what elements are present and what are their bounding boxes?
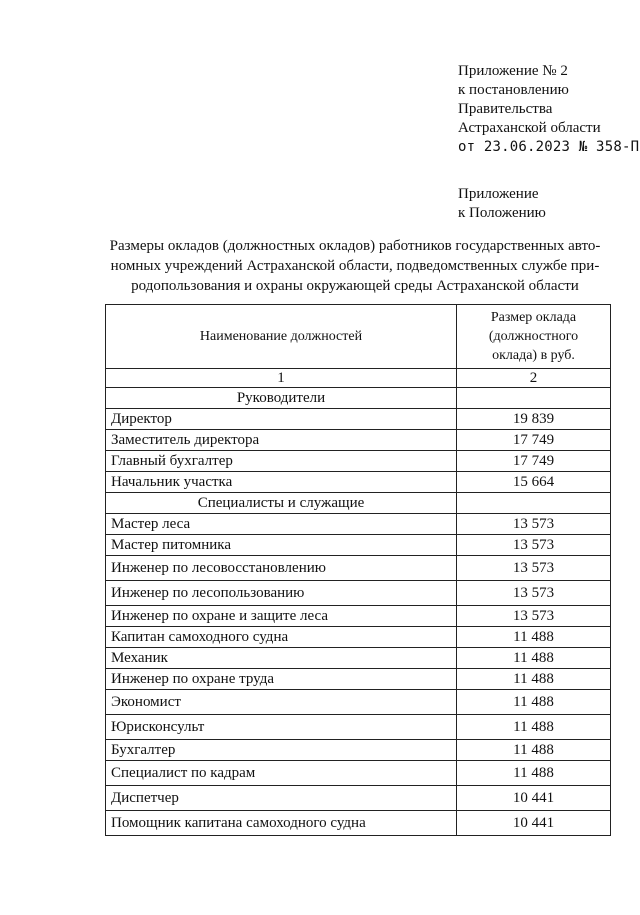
salary-cell: 13 573: [457, 535, 611, 556]
position-cell: Инженер по охране труда: [106, 669, 457, 690]
regulation-appendix: Приложение: [458, 186, 539, 202]
table-header-row: [106, 305, 611, 369]
regulation-header: [458, 185, 546, 223]
salary-cell: 11 488: [457, 761, 611, 786]
position-cell: Инженер по лесовосстановлению: [106, 556, 457, 581]
table-row: [106, 430, 611, 451]
position-cell: Экономист: [106, 690, 457, 715]
table-row: [106, 606, 611, 627]
section-title: Руководители: [106, 388, 457, 409]
salary-header-line-3: оклада) в руб.: [492, 348, 575, 363]
position-cell: Бухгалтер: [106, 740, 457, 761]
salary-cell: 10 441: [457, 786, 611, 811]
appendix-header: [458, 62, 639, 157]
salary-cell: 10 441: [457, 811, 611, 836]
salary-cell: 15 664: [457, 472, 611, 493]
section-row-managers: [106, 388, 611, 409]
section-title: Специалисты и служащие: [106, 493, 457, 514]
position-cell: Заместитель директора: [106, 430, 457, 451]
salary-cell: 11 488: [457, 627, 611, 648]
position-cell: Диспетчер: [106, 786, 457, 811]
table-row: [106, 648, 611, 669]
table-row: [106, 514, 611, 535]
table-row: [106, 535, 611, 556]
salary-cell: 19 839: [457, 409, 611, 430]
table-row: [106, 472, 611, 493]
salary-cell: 13 573: [457, 606, 611, 627]
position-column-header: Наименование должностей: [106, 305, 457, 369]
position-cell: Юрисконсульт: [106, 715, 457, 740]
position-cell: Капитан самоходного судна: [106, 627, 457, 648]
appendix-region: Астраханской области: [458, 120, 601, 136]
column-number-2: 2: [457, 369, 611, 388]
salary-cell: 11 488: [457, 740, 611, 761]
salary-cell: 11 488: [457, 669, 611, 690]
position-cell: Мастер леса: [106, 514, 457, 535]
table-row: [106, 409, 611, 430]
table-row: [106, 669, 611, 690]
table-row: [106, 715, 611, 740]
table-row: [106, 556, 611, 581]
salary-cell: 11 488: [457, 690, 611, 715]
title-line-1: Размеры окладов (должностных окладов) работников государственных авто-: [109, 238, 601, 254]
appendix-reference: к постановлению: [458, 82, 569, 98]
column-number-1: 1: [106, 369, 457, 388]
table-row: [106, 690, 611, 715]
title-line-2: номных учреждений Астраханской области, подведомственных службе при-: [110, 258, 600, 274]
document-title: [100, 236, 610, 296]
salary-table: [105, 304, 611, 836]
table-row: [106, 786, 611, 811]
table-row: [106, 740, 611, 761]
salary-cell: 13 573: [457, 514, 611, 535]
table-row: [106, 811, 611, 836]
salary-column-header: [457, 305, 611, 369]
title-line-3: родопользования и охраны окружающей среды Астраханской области: [131, 278, 579, 294]
section-empty-cell: [457, 493, 611, 514]
salary-header-line-1: Размер оклада: [490, 310, 577, 325]
section-empty-cell: [457, 388, 611, 409]
specialists-rows: [106, 514, 611, 836]
position-cell: Инженер по охране и защите леса: [106, 606, 457, 627]
position-cell: Помощник капитана самоходного судна: [106, 811, 457, 836]
salary-cell: 11 488: [457, 715, 611, 740]
managers-rows: [106, 409, 611, 493]
salary-cell: 13 573: [457, 556, 611, 581]
table-row: [106, 761, 611, 786]
column-number-row: [106, 369, 611, 388]
salary-header-line-2: (должностного: [488, 329, 579, 344]
position-cell: Директор: [106, 409, 457, 430]
appendix-number: Приложение № 2: [458, 63, 568, 79]
salary-cell: 13 573: [457, 581, 611, 606]
position-cell: Специалист по кадрам: [106, 761, 457, 786]
position-cell: Инженер по лесопользованию: [106, 581, 457, 606]
table-row: [106, 581, 611, 606]
table-row: [106, 627, 611, 648]
position-cell: Механик: [106, 648, 457, 669]
regulation-reference: к Положению: [458, 205, 546, 221]
salary-cell: 17 749: [457, 430, 611, 451]
table-row: [106, 451, 611, 472]
appendix-date-number: от 23.06.2023 № 358-П: [458, 139, 640, 155]
appendix-authority: Правительства: [458, 101, 553, 117]
salary-cell: 11 488: [457, 648, 611, 669]
section-row-specialists: [106, 493, 611, 514]
position-cell: Начальник участка: [106, 472, 457, 493]
position-cell: Главный бухгалтер: [106, 451, 457, 472]
position-cell: Мастер питомника: [106, 535, 457, 556]
salary-cell: 17 749: [457, 451, 611, 472]
